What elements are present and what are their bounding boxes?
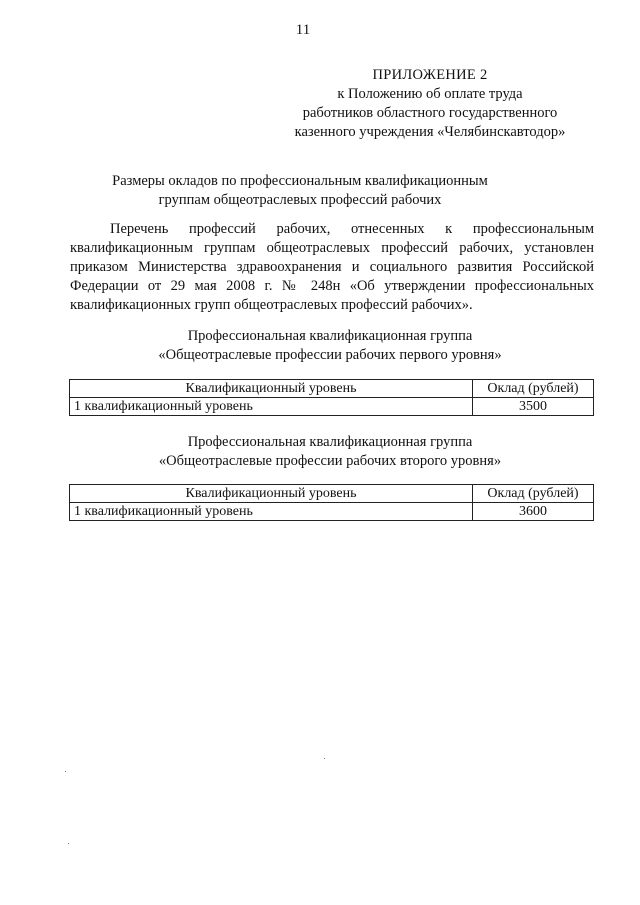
table-row [70,398,594,416]
group-title-line: Профессиональная квалификационная группа [187,434,473,450]
qualification-level-cell: 1 квалификационный уровень [70,503,473,521]
table-header-row [70,485,594,503]
salary-amount-cell: 3500 [473,398,594,416]
scan-speck [68,843,69,844]
table-row [70,503,594,521]
qualification-level-cell: 1 квалификационный уровень [70,398,473,416]
group-title-line: «Общеотраслевые профессии рабочих первого уровня» [158,347,502,363]
salary-amount-cell: 3600 [473,503,594,521]
appendix-line: работников областного государственного [302,105,558,121]
appendix-line: казенного учреждения «Челябинскавтодор» [294,124,566,140]
column-header-salary: Оклад (рублей) [473,380,594,398]
appendix-title: ПРИЛОЖЕНИЕ 2 [372,67,488,83]
group-heading-first-level [100,327,560,365]
document-heading [100,172,500,210]
group-title-line: «Общеотраслевые профессии рабочих второго уровня» [158,453,502,469]
heading-line: Размеры окладов по профессиональным квалификационным [112,173,488,189]
table-header-row [70,380,594,398]
appendix-block [240,66,620,142]
intro-paragraph: Перечень профессий рабочих, отнесенных к профессиональным квалификационным группам общеотраслевых профессий рабочих, установлен приказом Министерства здравоохранения и социального развития Российской Федерации от 29 мая 2008 г. № 248н «Об утверждении профессиональных квалификационных групп общеотраслевых профессий рабочих». [70,221,594,313]
column-header-salary: Оклад (рублей) [473,485,594,503]
column-header-level: Квалификационный уровень [70,380,473,398]
salary-table-second-level [69,484,594,521]
group-title-line: Профессиональная квалификационная группа [187,328,473,344]
scan-speck [65,771,66,772]
page-number: 11 [295,22,311,38]
salary-table-first-level [69,379,594,416]
column-header-level: Квалификационный уровень [70,485,473,503]
appendix-line: к Положению об оплате труда [337,86,523,102]
scan-speck [324,758,325,759]
heading-line: группам общеотраслевых профессий рабочих [158,192,442,208]
group-heading-second-level [100,433,560,471]
